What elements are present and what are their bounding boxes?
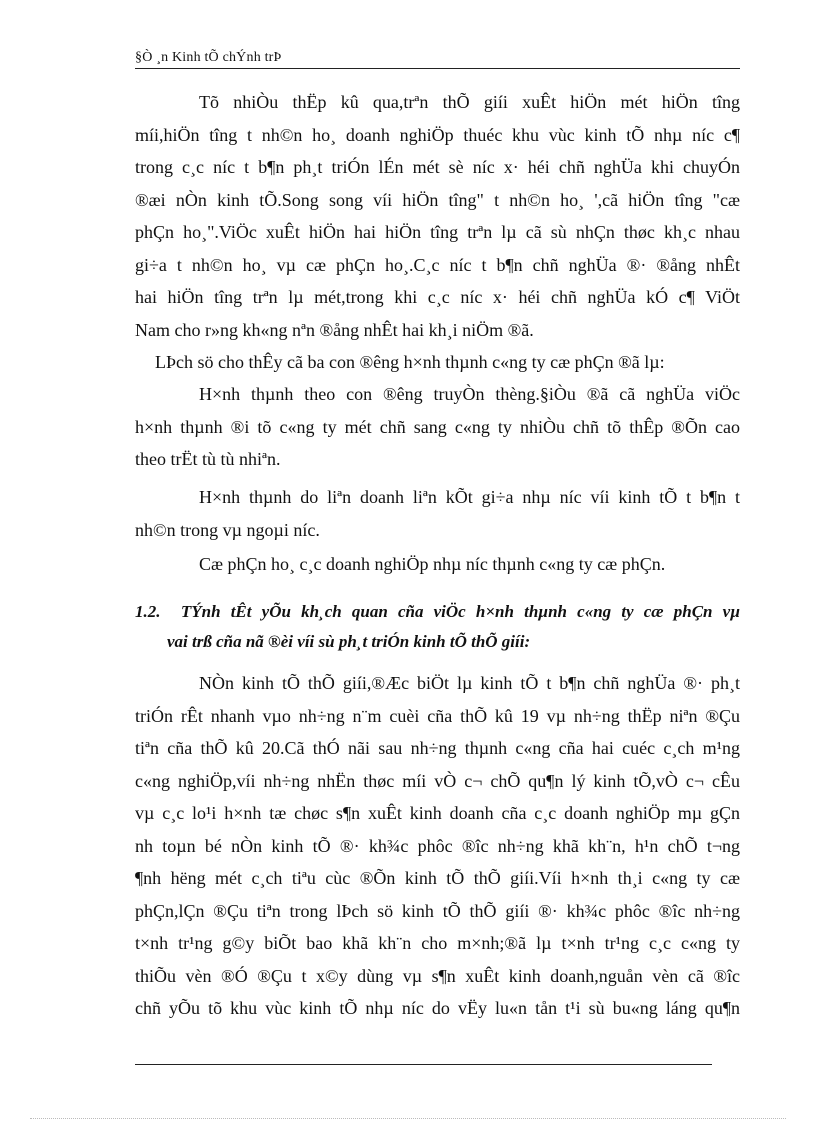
path-three-paragraph [135, 548, 740, 581]
text-line: ®æi nÒn kinh tÕ.Song song víi hiÖn tîng" t nh©n ho¸ ',cã hiÖn tîng "cæ [135, 189, 740, 210]
intro-paragraph [135, 86, 740, 346]
body-paragraph [135, 667, 740, 1025]
path-two-paragraph [135, 481, 740, 546]
text-line: nh©n trong vµ ngoµi níc. [135, 519, 320, 540]
text-line: trong c¸c níc t b¶n ph¸t triÓn lÉn mét sè níc x· héi chñ nghÜa khi chuyÓn [135, 157, 740, 177]
section-heading-line-2: vai trß cña nã ®èi víi sù ph¸t triÓn kinh tÕ thÕ giíi: [167, 632, 531, 651]
text-line: H×nh thµnh do liªn doanh liªn kÕt gi÷a nhµ níc víi kinh tÕ t b¶n t [199, 487, 740, 507]
text-line: Cæ phÇn ho¸ c¸c doanh nghiÖp nhµ níc thµnh c«ng ty cæ phÇn. [199, 554, 666, 574]
text-line: vµ c¸c lo¹i h×nh tæ chøc s¶n xuÊt kinh doanh cña c¸c doanh nghiÖp mµ gÇn [135, 803, 740, 823]
text-line: chñ yÕu tõ khu vùc kinh tÕ nhµ níc do vËy lu«n tån t¹i sù bu«ng láng qu¶n [135, 998, 740, 1018]
section-heading [135, 597, 740, 657]
text-line: míi,hiÖn tîng t nh©n ho¸ doanh nghiÖp thuéc khu vùc kinh tÕ nhµ níc c¶ [135, 124, 740, 145]
text-line: hai hiÖn tîng trªn lµ mét,trong khi c¸c níc x· héi chñ nghÜa kÓ c¶ ViÖt [135, 287, 740, 307]
text-line: nh toµn bé nÒn kinh tÕ ®· kh¾c phôc ®îc nh÷ng khã kh¨n, h¹n chÕ t¬ng [135, 835, 740, 856]
text-line: triÓn rÊt nhanh vµo nh÷ng n¨m cuèi cña thÕ kû 19 vµ nh÷ng thËp niªn ®Çu [135, 705, 740, 726]
text-line: phÇn,lÇn ®Çu tiªn trong lÞch sö kinh tÕ thÕ giíi ®· kh¾c phôc ®îc nh÷ng [135, 900, 740, 921]
text-line: gi÷a t nh©n ho¸ vµ cæ phÇn ho¸.C¸c níc t b¶n chñ nghÜa ®· ®ång nhÊt [135, 254, 740, 275]
path-one-paragraph [135, 378, 740, 476]
text-line: Tõ nhiÒu thËp kû qua,trªn thÕ giíi xuÊt hiÖn mét hiÖn tîng [199, 92, 740, 112]
section-title-1: TÝnh tÊt yÕu kh¸ch quan cña viÖc h×nh thµnh c«ng ty cæ phÇn vµ [180, 602, 741, 621]
text-line: phÇn ho¸".ViÖc xuÊt hiÖn hai hiÖn tîng trªn lµ cã sù nhÇn thøc kh¸c nhau [135, 222, 740, 242]
text-line: LÞch sö cho thÊy cã ba con ®êng h×nh thµnh c«ng ty cæ phÇn ®ã lµ: [155, 352, 665, 372]
text-line: thiÕu vèn ®Ó ®Çu t x©y dùng vµ s¶n xuÊt kinh doanh,nguån vèn cã ®îc [135, 965, 740, 986]
footer-rule [135, 1064, 712, 1065]
text-line: NÒn kinh tÕ thÕ giíi,®Æc biÖt lµ kinh tÕ t b¶n chñ nghÜa ®· ph¸t [199, 673, 740, 693]
section-heading-line-1 [135, 597, 740, 627]
text-line: Nam cho r»ng kh«ng nªn ®ång nhÊt hai kh¸i niÖm ®ã. [135, 319, 534, 340]
text-line: H×nh thµnh theo con ®êng truyÒn thèng.§iÒu ®ã cã nghÜa viÖc [199, 384, 740, 404]
section-number: 1.2. [135, 602, 161, 621]
text-line: c«ng nghiÖp,víi nh÷ng nhËn thøc míi vÒ c¬ chÕ qu¶n lý kinh tÕ,vÒ c¬ cÊu [135, 770, 740, 791]
text-line: t×nh tr¹ng g©y biÕt bao khã kh¨n cho m×nh;®ã lµ t×nh tr¹ng c¸c c«ng ty [135, 933, 740, 953]
text-line: theo trËt tù tù nhiªn. [135, 449, 281, 469]
header-rule [135, 68, 740, 69]
text-line: ¶nh hëng mét c¸ch tiªu cùc ®Õn kinh tÕ thÕ giíi.Víi h×nh th¸i c«ng ty cæ [135, 868, 740, 888]
history-paragraph [135, 346, 740, 379]
page-header-title: §Ò ¸n Kinh tÕ chÝnh trÞ [135, 50, 282, 65]
page-boundary [30, 1118, 786, 1119]
text-line: tiªn cña thÕ kû 20.Cã thÓ nãi sau nh÷ng thµnh c«ng cña hai cuéc c¸ch m¹ng [135, 738, 740, 758]
text-line: h×nh thµnh ®i tõ c«ng ty mét chñ sang c«ng ty nhiÒu chñ tõ thÊp ®Õn cao [135, 416, 740, 437]
